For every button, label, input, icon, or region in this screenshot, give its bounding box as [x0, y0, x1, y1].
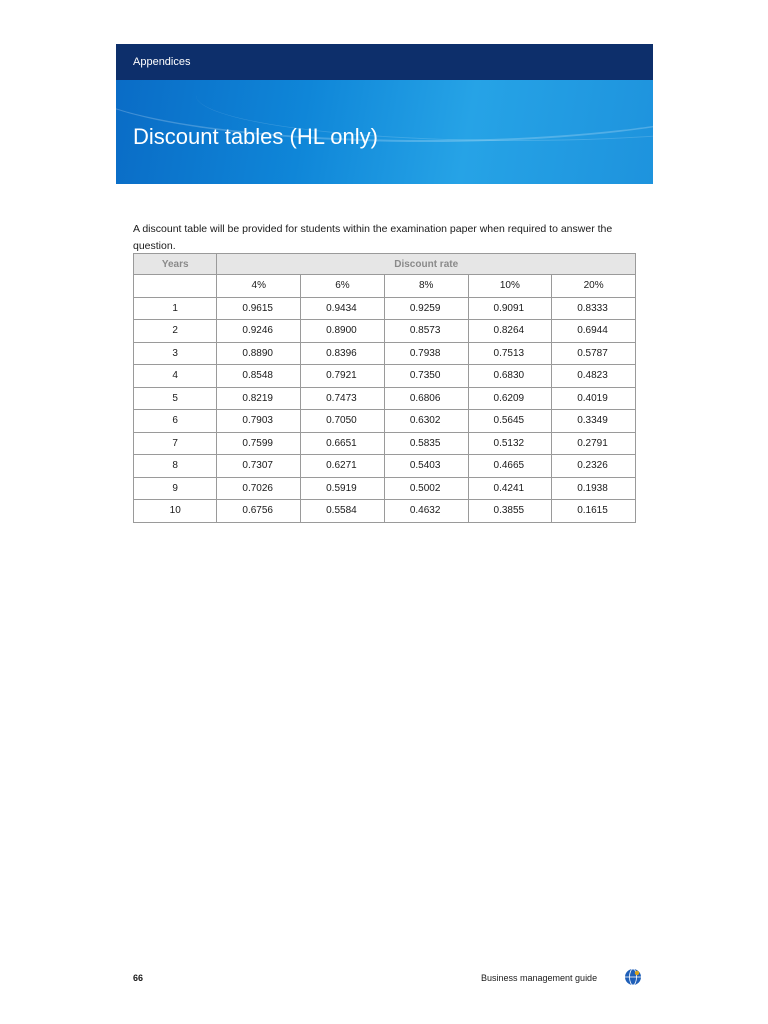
ib-globe-icon — [624, 968, 642, 986]
table-row — [134, 410, 636, 433]
section-header-band — [116, 44, 653, 80]
discount-value-cell: 0.5132 — [468, 432, 552, 455]
discount-value-cell: 0.4241 — [468, 477, 552, 500]
discount-value-cell: 0.6271 — [301, 455, 385, 478]
year-cell: 2 — [134, 320, 217, 343]
page-number: 66 — [133, 973, 144, 983]
discount-value-cell: 0.7938 — [384, 342, 468, 365]
table-row — [134, 477, 636, 500]
discount-value-cell: 0.7903 — [217, 410, 301, 433]
footer-guide-title: Business management guide — [481, 973, 598, 983]
rate-cell: 10% — [468, 275, 552, 298]
rate-cell: 8% — [384, 275, 468, 298]
discount-value-cell: 0.8573 — [384, 320, 468, 343]
intro-text: A discount table will be provided for students within the examination paper when required to answer the question. — [133, 222, 613, 252]
table-row — [134, 365, 636, 388]
rate-cell: 4% — [217, 275, 301, 298]
discount-value-cell: 0.9615 — [217, 297, 301, 320]
year-cell: 4 — [134, 365, 217, 388]
discount-value-cell: 0.8890 — [217, 342, 301, 365]
discount-value-cell: 0.7921 — [301, 365, 385, 388]
table-row — [134, 297, 636, 320]
discount-value-cell: 0.5835 — [384, 432, 468, 455]
discount-value-cell: 0.4019 — [552, 387, 636, 410]
discount-value-cell: 0.3855 — [468, 500, 552, 523]
discount-value-cell: 0.7026 — [217, 477, 301, 500]
discount-value-cell: 0.7050 — [301, 410, 385, 433]
discount-value-cell: 0.5584 — [301, 500, 385, 523]
discount-value-cell: 0.7513 — [468, 342, 552, 365]
discount-table — [133, 253, 636, 523]
discount-value-cell: 0.4823 — [552, 365, 636, 388]
discount-value-cell: 0.5919 — [301, 477, 385, 500]
title-band — [116, 80, 653, 184]
discount-value-cell: 0.9259 — [384, 297, 468, 320]
discount-value-cell: 0.4632 — [384, 500, 468, 523]
discount-value-cell: 0.3349 — [552, 410, 636, 433]
discount-value-cell: 0.5002 — [384, 477, 468, 500]
discount-value-cell: 0.6806 — [384, 387, 468, 410]
rates-row — [134, 275, 636, 298]
table-row — [134, 432, 636, 455]
discount-value-cell: 0.2326 — [552, 455, 636, 478]
year-cell: 7 — [134, 432, 217, 455]
discount-value-cell: 0.1615 — [552, 500, 636, 523]
discount-value-cell: 0.4665 — [468, 455, 552, 478]
discount-value-cell: 0.6756 — [217, 500, 301, 523]
table-row — [134, 500, 636, 523]
year-cell: 9 — [134, 477, 217, 500]
discount-value-cell: 0.7599 — [217, 432, 301, 455]
discount-value-cell: 0.8548 — [217, 365, 301, 388]
section-label: Appendices — [133, 56, 191, 68]
rate-cell: 6% — [301, 275, 385, 298]
discount-value-cell: 0.6830 — [468, 365, 552, 388]
table-row — [134, 320, 636, 343]
discount-value-cell: 0.5403 — [384, 455, 468, 478]
rates-row-blank — [134, 275, 217, 298]
table-row — [134, 342, 636, 365]
discount-value-cell: 0.8219 — [217, 387, 301, 410]
discount-value-cell: 0.9434 — [301, 297, 385, 320]
discount-value-cell: 0.8333 — [552, 297, 636, 320]
discount-value-cell: 0.6651 — [301, 432, 385, 455]
discount-value-cell: 0.2791 — [552, 432, 636, 455]
table-header-row — [134, 254, 636, 275]
discount-value-cell: 0.1938 — [552, 477, 636, 500]
discount-value-cell: 0.5645 — [468, 410, 552, 433]
discount-value-cell: 0.5787 — [552, 342, 636, 365]
discount-value-cell: 0.8900 — [301, 320, 385, 343]
year-cell: 10 — [134, 500, 217, 523]
discount-rate-header: Discount rate — [217, 254, 636, 275]
page-title: Discount tables (HL only) — [133, 124, 378, 149]
discount-value-cell: 0.7350 — [384, 365, 468, 388]
discount-value-cell: 0.9091 — [468, 297, 552, 320]
discount-value-cell: 0.6209 — [468, 387, 552, 410]
discount-value-cell: 0.6302 — [384, 410, 468, 433]
discount-value-cell: 0.7307 — [217, 455, 301, 478]
discount-value-cell: 0.7473 — [301, 387, 385, 410]
year-cell: 5 — [134, 387, 217, 410]
year-cell: 3 — [134, 342, 217, 365]
year-cell: 8 — [134, 455, 217, 478]
discount-value-cell: 0.8396 — [301, 342, 385, 365]
discount-value-cell: 0.9246 — [217, 320, 301, 343]
table-row — [134, 455, 636, 478]
discount-value-cell: 0.8264 — [468, 320, 552, 343]
table-body — [134, 275, 636, 523]
rate-cell: 20% — [552, 275, 636, 298]
discount-value-cell: 0.6944 — [552, 320, 636, 343]
year-cell: 6 — [134, 410, 217, 433]
year-cell: 1 — [134, 297, 217, 320]
years-header: Years — [134, 254, 217, 275]
table-row — [134, 387, 636, 410]
